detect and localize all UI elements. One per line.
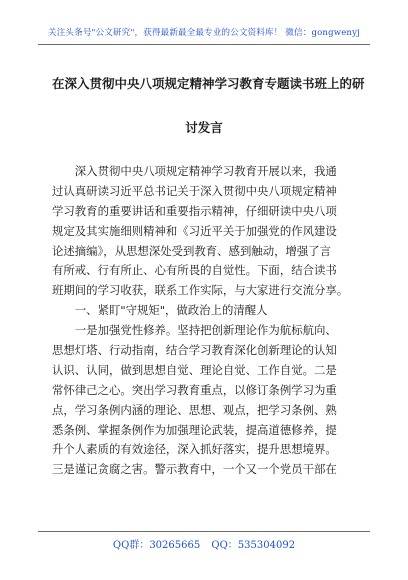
body-line: 论述摘编》，从思想深处受到教育、感到触动，增强了言 <box>52 243 332 258</box>
body-line: 悉条例、掌握条例作为加强理论武装，提高道德修养，提 <box>52 422 337 437</box>
section-heading: 一、紧盯"守规矩"，做政治上的清醒人 <box>52 303 268 318</box>
body-line: 认识、认同，做到思想自觉、理论自觉、工作自觉。二是 <box>52 362 337 377</box>
footer-qq-group: QQ群：30265665 <box>112 540 201 551</box>
footer-qq-number: QQ：535304092 <box>211 540 296 551</box>
header-promo-text: 关注头条号"公文研究"，获得最新最全最专业的公文资料库！ 微信：gongwenyj <box>48 28 360 38</box>
body-line: 学习教育的重要讲话和重要指示精神，仔细研读中央八项 <box>52 203 337 218</box>
body-line: 一是加强党性修养。坚持把创新理论作为航标航向、 <box>52 323 337 338</box>
footer-contact <box>0 536 408 551</box>
body-line: 规定及其实施细则精神和《习近平关于加强党的作风建设 <box>52 223 337 238</box>
footer-divider <box>38 531 370 532</box>
header-divider <box>38 44 370 45</box>
body-line: 三是谨记贪腐之害。警示教育中，一个又一个党员干部在 <box>52 462 337 477</box>
document-body <box>52 162 362 480</box>
body-line: 有所戒、行有所止、心有所畏的自觉性。下面，结合读书 <box>52 263 337 278</box>
body-line: 过认真研读习近平总书记关于深入贯彻中央八项规定精神 <box>52 183 337 198</box>
body-line: 深入贯彻中央八项规定精神学习教育开展以来，我通 <box>52 164 337 178</box>
body-line: 班期间的学习收获，联系工作实际，与大家进行交流分享。 <box>52 283 349 298</box>
body-line: 思想灯塔、行动指南，结合学习教育深化创新理论的认知 <box>52 343 337 358</box>
body-line: 常怀律己之心。突出学习教育重点，以修订条例学习为重 <box>52 382 337 397</box>
body-line: 点，学习条例内涵的理论、思想、观点，把学习条例、熟 <box>52 402 337 417</box>
document-title-line-1: 在深入贯彻中央八项规定精神学习教育专题读书班上的研 <box>52 76 365 91</box>
body-line: 升个人素质的有效途径，深入抓好落实，提升思想境界。 <box>52 442 337 457</box>
document-title-line-2: 讨发言 <box>185 120 223 135</box>
